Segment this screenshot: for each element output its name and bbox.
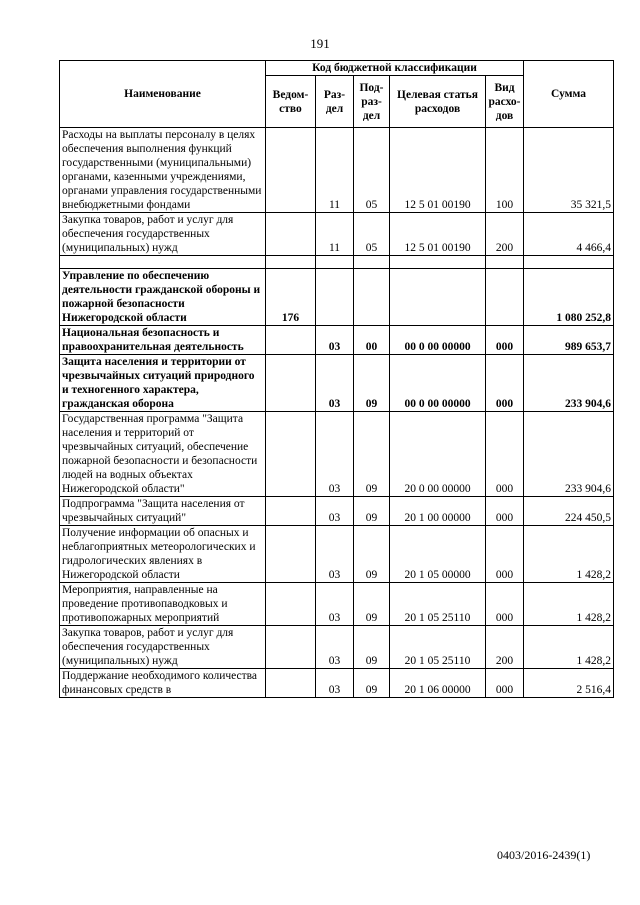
table-row [60,326,614,355]
cell-podrazdel: 09 [354,526,390,583]
budget-table [59,60,614,698]
cell-name [60,256,266,269]
cell-vedomstvo [266,497,316,526]
header-podrazdel: Под-раз-дел [354,76,390,128]
cell-vid [486,256,524,269]
cell-summa: 233 904,6 [524,355,614,412]
cell-name: Закупка товаров, работ и услуг для обеспечения государственных (муниципальных) нужд [60,213,266,256]
cell-podrazdel [354,269,390,326]
cell-celevaya: 20 1 05 25110 [390,583,486,626]
cell-razdel: 03 [316,626,354,669]
table-row [60,583,614,626]
cell-name: Получение информации об опасных и неблагоприятных метеорологических и гидрологических явлениях в Нижегородской области [60,526,266,583]
cell-vid: 000 [486,355,524,412]
table-row [60,626,614,669]
cell-celevaya: 20 1 05 25110 [390,626,486,669]
cell-vedomstvo [266,412,316,497]
cell-celevaya [390,256,486,269]
cell-celevaya: 20 0 00 00000 [390,412,486,497]
cell-razdel: 03 [316,526,354,583]
cell-summa: 35 321,5 [524,128,614,213]
header-summa: Сумма [524,61,614,128]
cell-celevaya: 20 1 00 00000 [390,497,486,526]
cell-razdel: 11 [316,128,354,213]
cell-podrazdel: 00 [354,326,390,355]
cell-name: Закупка товаров, работ и услуг для обеспечения государственных (муниципальных) нужд [60,626,266,669]
table-row [60,669,614,698]
header-vid: Вид расхо-дов [486,76,524,128]
cell-razdel: 03 [316,412,354,497]
cell-celevaya [390,269,486,326]
page-number: 191 [310,36,330,51]
cell-vedomstvo [266,355,316,412]
table-row [60,256,614,269]
cell-celevaya: 12 5 01 00190 [390,213,486,256]
cell-celevaya: 12 5 01 00190 [390,128,486,213]
table-row [60,128,614,213]
footer-code: 0403/2016-2439(1) [497,848,591,862]
cell-razdel: 11 [316,213,354,256]
header-razdel: Раз-дел [316,76,354,128]
cell-razdel: 03 [316,583,354,626]
cell-summa: 224 450,5 [524,497,614,526]
cell-podrazdel: 09 [354,583,390,626]
cell-vedomstvo [266,326,316,355]
cell-summa: 1 428,2 [524,583,614,626]
cell-summa: 2 516,4 [524,669,614,698]
cell-name: Управление по обеспечению деятельности гражданской обороны и пожарной безопасности Нижегородской области [60,269,266,326]
cell-summa: 1 428,2 [524,626,614,669]
cell-vid [486,269,524,326]
cell-podrazdel: 09 [354,669,390,698]
cell-summa: 1 428,2 [524,526,614,583]
cell-vedomstvo: 176 [266,269,316,326]
cell-summa: 4 466,4 [524,213,614,256]
cell-name: Государственная программа "Защита населения и территорий от чрезвычайных ситуаций, обеспечение пожарной безопасности и безопасности людей на водных объектах Нижегородской области" [60,412,266,497]
cell-razdel [316,269,354,326]
header-vedomstvo: Ведом-ство [266,76,316,128]
cell-name: Национальная безопасность и правоохранительная деятельность [60,326,266,355]
cell-vid: 000 [486,669,524,698]
table-row [60,213,614,256]
cell-vedomstvo [266,256,316,269]
cell-name: Поддержание необходимого количества финансовых средств в [60,669,266,698]
cell-razdel: 03 [316,669,354,698]
cell-razdel: 03 [316,497,354,526]
cell-vedomstvo [266,583,316,626]
cell-vedomstvo [266,669,316,698]
cell-celevaya: 20 1 06 00000 [390,669,486,698]
cell-vid: 000 [486,526,524,583]
cell-summa: 1 080 252,8 [524,269,614,326]
cell-vedomstvo [266,626,316,669]
cell-vid: 000 [486,497,524,526]
cell-summa: 989 653,7 [524,326,614,355]
cell-vid: 000 [486,412,524,497]
header-kod-group: Код бюджетной классификации [266,61,524,76]
cell-podrazdel: 09 [354,412,390,497]
cell-vedomstvo [266,128,316,213]
cell-name: Подпрограмма "Защита населения от чрезвычайных ситуаций" [60,497,266,526]
cell-podrazdel: 09 [354,497,390,526]
table-row [60,526,614,583]
table-row [60,497,614,526]
table-row [60,355,614,412]
cell-vid: 200 [486,213,524,256]
cell-vedomstvo [266,526,316,583]
cell-podrazdel: 05 [354,128,390,213]
cell-vedomstvo [266,213,316,256]
cell-celevaya: 00 0 00 00000 [390,355,486,412]
cell-celevaya: 00 0 00 00000 [390,326,486,355]
cell-vid: 000 [486,326,524,355]
table-body [60,128,614,698]
cell-podrazdel: 05 [354,213,390,256]
cell-summa: 233 904,6 [524,412,614,497]
cell-razdel: 03 [316,326,354,355]
table-row [60,269,614,326]
cell-name: Защита населения и территории от чрезвычайных ситуаций природного и техногенного характера, гражданская оборона [60,355,266,412]
cell-podrazdel: 09 [354,355,390,412]
cell-celevaya: 20 1 05 00000 [390,526,486,583]
header-celevaya: Целевая статья расходов [390,76,486,128]
cell-vid: 200 [486,626,524,669]
cell-name: Расходы на выплаты персоналу в целях обеспечения выполнения функций государственными (муниципальными) органами, казенными учреждениями, органами управления государственными внебюджетными фондами [60,128,266,213]
cell-vid: 100 [486,128,524,213]
cell-vid: 000 [486,583,524,626]
cell-name: Мероприятия, направленные на проведение противопаводковых и противопожарных мероприятий [60,583,266,626]
cell-podrazdel [354,256,390,269]
cell-razdel: 03 [316,355,354,412]
table-row [60,412,614,497]
cell-podrazdel: 09 [354,626,390,669]
cell-razdel [316,256,354,269]
header-name: Наименование [60,61,266,128]
cell-summa [524,256,614,269]
